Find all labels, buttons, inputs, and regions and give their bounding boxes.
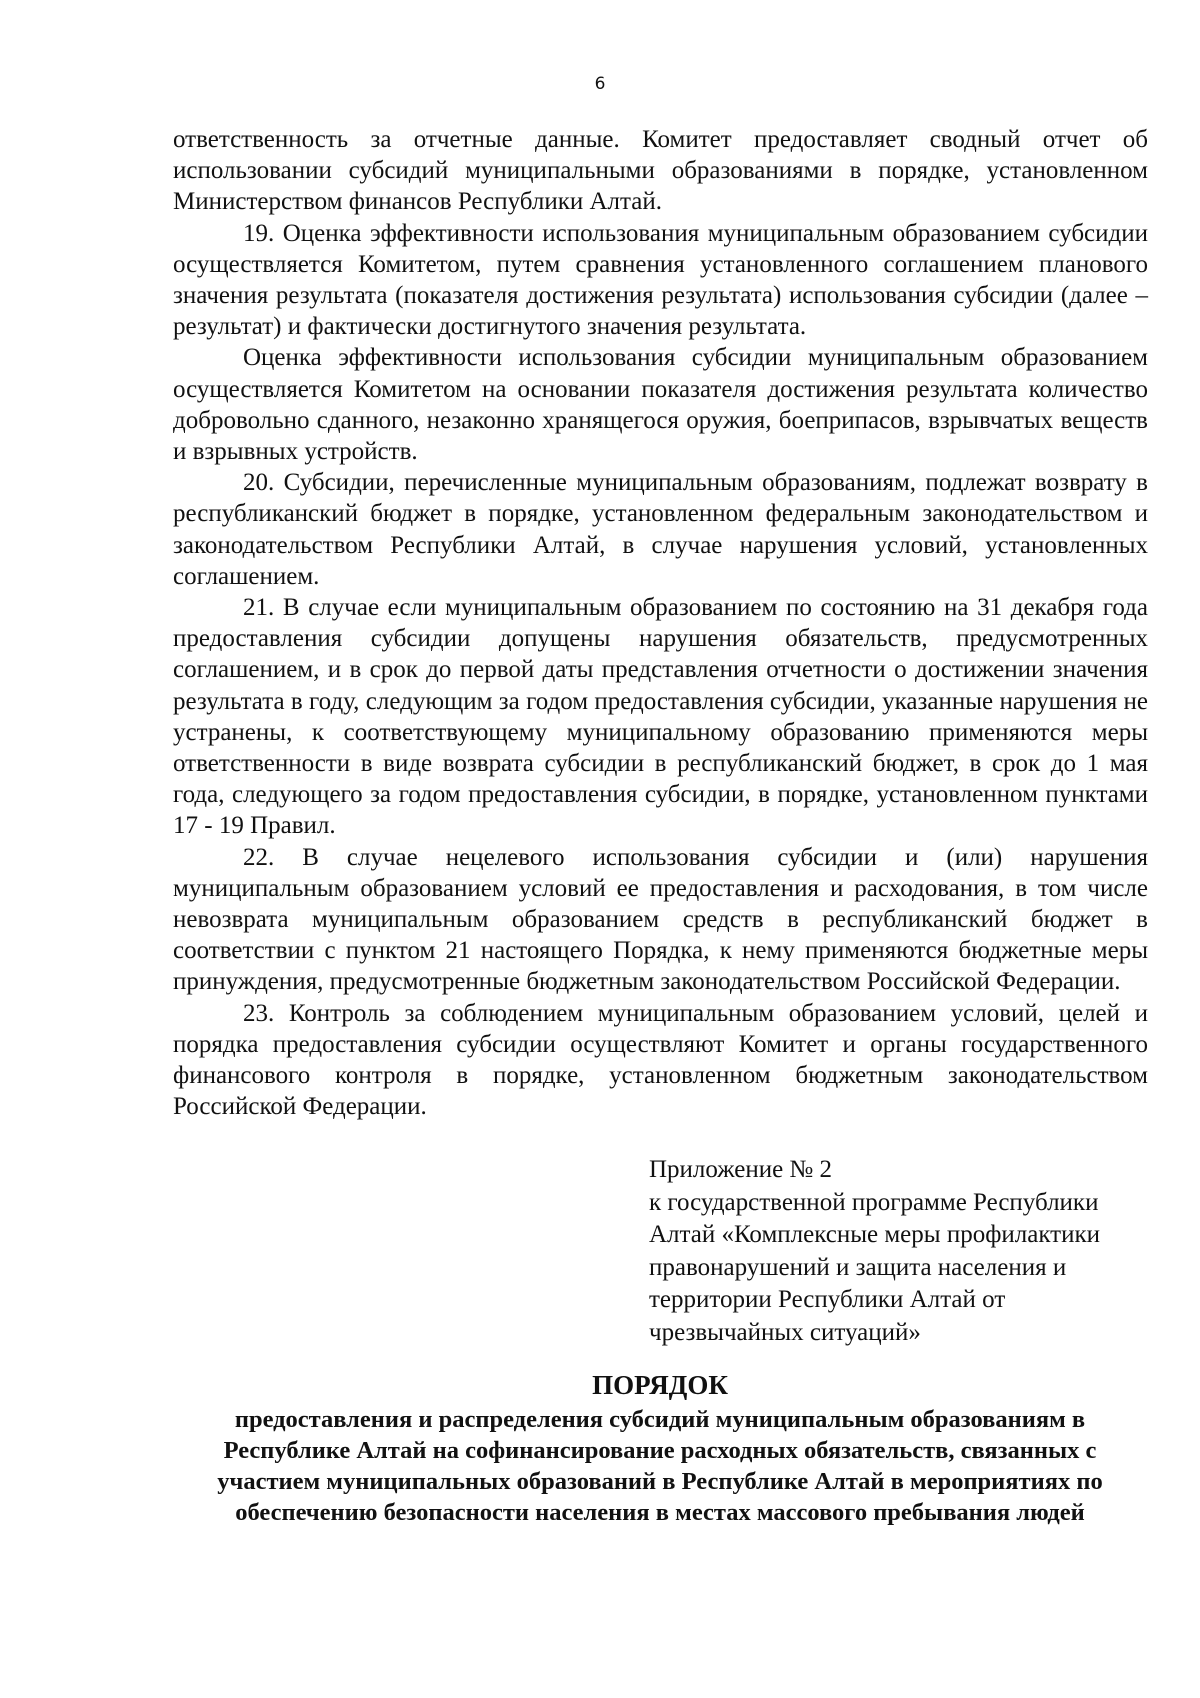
subtitle-line: обеспечению безопасности населения в местах массового пребывания людей	[235, 1499, 1085, 1526]
paragraph-continuation: ответственность за отчетные данные. Комитет предоставляет сводный отчет об использовании субсидий муниципальными образованиями в порядке, установленном Министерством финансов Республики Алтай.	[173, 126, 1148, 216]
appendix-line: Алтай «Комплексные меры профилактики	[649, 1221, 1100, 1248]
document-body	[173, 124, 1148, 1123]
document-title: ПОРЯДОК	[592, 1370, 728, 1400]
page-number: 6	[594, 74, 606, 94]
document-subtitle	[140, 1404, 1180, 1528]
paragraph-22: 22. В случае нецелевого использования субсидии и (или) нарушения муниципальным образованием условий ее предоставления и расходования, в том числе невозврата муниципальным образованием средств в республиканский бюджет в соответствии с пунктом 21 настоящего Порядка, к нему применяются бюджетные меры принуждения, предусмотренные бюджетным законодательством Российской Федерации.	[173, 843, 1148, 996]
paragraph-19: 19. Оценка эффективности использования муниципальным образованием субсидии осуществляется Комитетом, путем сравнения установленного соглашением планового значения результата (показателя достижения результата) использования субсидии (далее – результат) и фактически достигнутого значения результата.	[173, 219, 1148, 341]
appendix-line: к государственной программе Республики	[649, 1188, 1099, 1216]
appendix-note	[649, 1154, 1169, 1349]
appendix-line: Приложение № 2	[649, 1156, 833, 1183]
paragraph-23: 23. Контроль за соблюдением муниципальным образованием условий, целей и порядка предоставления субсидии осуществляют Комитет и органы государственного финансового контроля в порядке, установленном бюджетным законодательством Российской Федерации.	[173, 999, 1148, 1121]
appendix-line: чрезвычайных ситуаций»	[649, 1318, 921, 1346]
subtitle-line: участием муниципальных образований в Республике Алтай в мероприятиях по	[217, 1468, 1103, 1495]
paragraph-20: 20. Субсидии, перечисленные муниципальным образованиям, подлежат возврату в республиканский бюджет в порядке, установленном федеральным законодательством и законодательством Республики Алтай, в случае нарушения условий, установленных соглашением.	[173, 469, 1148, 590]
appendix-line: территории Республики Алтай от	[649, 1286, 1006, 1313]
paragraph-21: 21. В случае если муниципальным образованием по состоянию на 31 декабря года предоставления субсидии допущены нарушения обязательств, предусмотренных соглашением, и в срок до первой даты представления отчетности о достижении значения результата в году, следующим за годом предоставления субсидии, указанные нарушения не устранены, к соответствующему муниципальному образованию применяются меры ответственности в виде возврата субсидии в республиканский бюджет, в срок до 1 мая года, следующего за годом предоставления субсидии, в порядке, установленном пунктами 17 - 19 Правил.	[173, 594, 1148, 840]
paragraph-19-evaluation: Оценка эффективности использования субсидии муниципальным образованием осуществляется Комитетом на основании показателя достижения результата количество добровольно сданного, незаконно хранящегося оружия, боеприпасов, взрывчатых веществ и взрывных устройств.	[173, 344, 1148, 466]
appendix-line: правонарушений и защита населения и	[649, 1253, 1067, 1281]
subtitle-line: Республике Алтай на софинансирование расходных обязательств, связанных с	[223, 1437, 1097, 1464]
subtitle-line: предоставления и распределения субсидий муниципальным образованиям в	[234, 1406, 1086, 1433]
